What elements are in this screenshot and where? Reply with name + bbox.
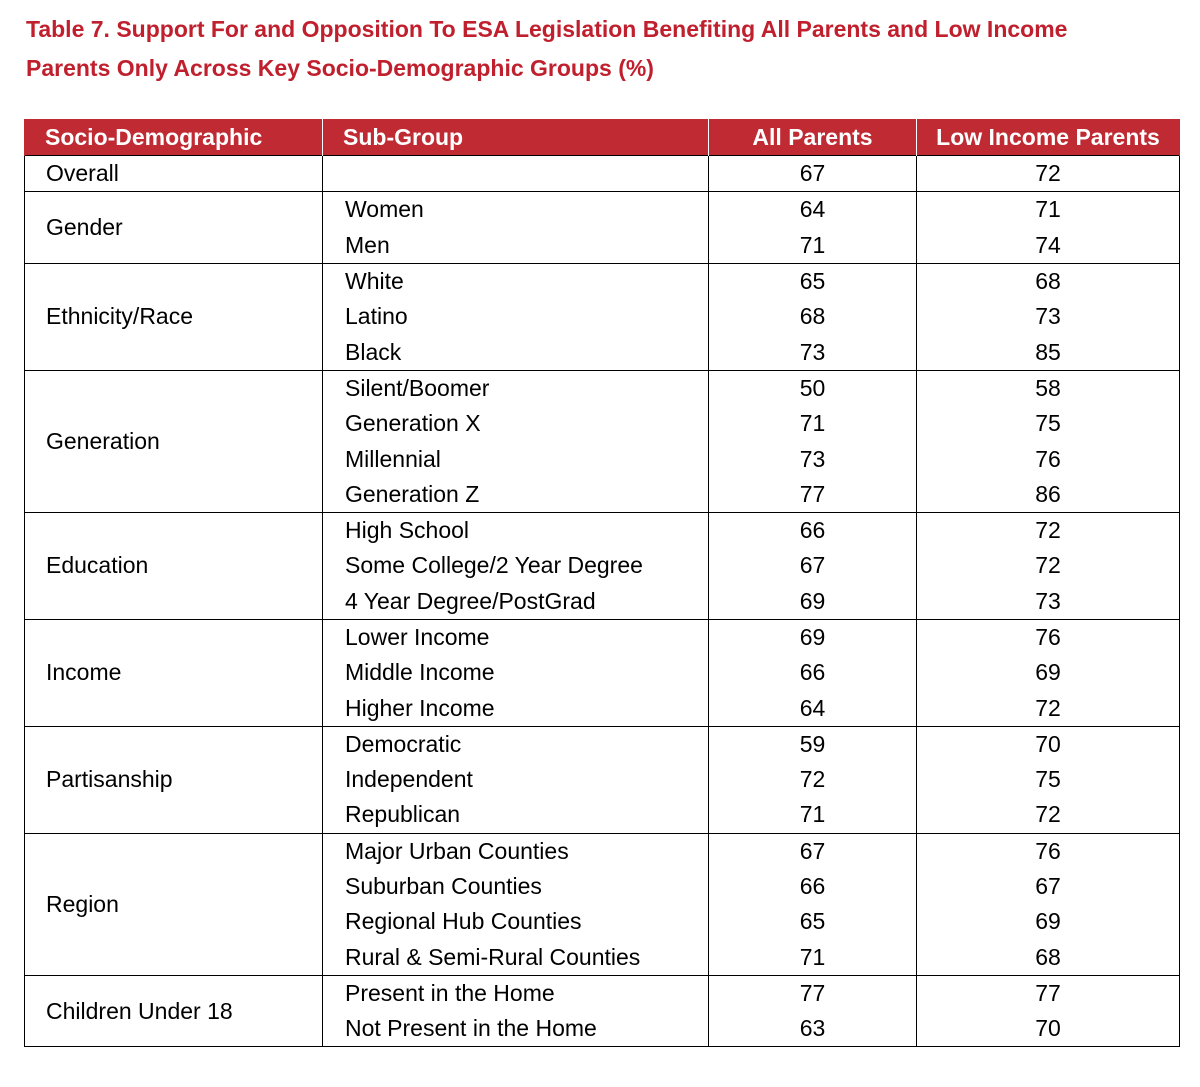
all-parents-cell: 66 xyxy=(709,512,917,548)
low-income-parents-cell: 68 xyxy=(917,940,1180,976)
group-cell: Ethnicity/Race xyxy=(25,263,323,370)
table-body xyxy=(25,156,1180,1047)
subgroup-cell: Republican xyxy=(323,797,709,833)
group-cell: Gender xyxy=(25,192,323,264)
subgroup-cell: Some College/2 Year Degree xyxy=(323,548,709,583)
low-income-parents-cell: 76 xyxy=(917,441,1180,476)
low-income-parents-cell: 76 xyxy=(917,619,1180,655)
all-parents-cell: 69 xyxy=(709,584,917,620)
low-income-parents-cell: 72 xyxy=(917,156,1180,192)
subgroup-cell: Middle Income xyxy=(323,655,709,690)
subgroup-cell: Millennial xyxy=(323,441,709,476)
group-cell: Education xyxy=(25,512,323,619)
all-parents-cell: 71 xyxy=(709,940,917,976)
all-parents-cell: 71 xyxy=(709,797,917,833)
all-parents-cell: 64 xyxy=(709,192,917,228)
subgroup-cell: Suburban Counties xyxy=(323,869,709,904)
low-income-parents-cell: 75 xyxy=(917,406,1180,441)
low-income-parents-cell: 76 xyxy=(917,833,1180,869)
subgroup-cell: High School xyxy=(323,512,709,548)
all-parents-cell: 77 xyxy=(709,975,917,1011)
all-parents-cell: 66 xyxy=(709,869,917,904)
table-row xyxy=(25,833,1180,869)
low-income-parents-cell: 69 xyxy=(917,655,1180,690)
all-parents-cell: 71 xyxy=(709,228,917,264)
caption-line-1: Table 7. Support For and Opposition To ESA Legislation Benefiting All Parents and Low Income xyxy=(26,16,1068,42)
subgroup-cell: Independent xyxy=(323,762,709,797)
header-all-parents: All Parents xyxy=(709,119,917,156)
subgroup-cell: Rural & Semi-Rural Counties xyxy=(323,940,709,976)
low-income-parents-cell: 75 xyxy=(917,762,1180,797)
all-parents-cell: 67 xyxy=(709,156,917,192)
header-socio-demographic: Socio-Demographic xyxy=(25,119,323,156)
all-parents-cell: 71 xyxy=(709,406,917,441)
subgroup-cell: Women xyxy=(323,192,709,228)
header-sub-group: Sub-Group xyxy=(323,119,709,156)
esa-support-table xyxy=(24,119,1180,1047)
table-caption xyxy=(26,10,1176,88)
subgroup-cell: Democratic xyxy=(323,726,709,762)
all-parents-cell: 73 xyxy=(709,441,917,476)
low-income-parents-cell: 69 xyxy=(917,904,1180,939)
table-header xyxy=(25,119,1180,156)
group-cell: Income xyxy=(25,619,323,726)
table-row xyxy=(25,263,1180,299)
table-row xyxy=(25,192,1180,228)
all-parents-cell: 65 xyxy=(709,904,917,939)
low-income-parents-cell: 73 xyxy=(917,299,1180,334)
group-cell: Children Under 18 xyxy=(25,975,323,1047)
subgroup-cell: Not Present in the Home xyxy=(323,1011,709,1047)
subgroup-cell: Present in the Home xyxy=(323,975,709,1011)
low-income-parents-cell: 68 xyxy=(917,263,1180,299)
low-income-parents-cell: 86 xyxy=(917,477,1180,513)
low-income-parents-cell: 73 xyxy=(917,584,1180,620)
low-income-parents-cell: 72 xyxy=(917,512,1180,548)
table-row xyxy=(25,370,1180,406)
caption-line-2: Parents Only Across Key Socio-Demographic Groups (%) xyxy=(26,55,654,81)
subgroup-cell: Black xyxy=(323,334,709,370)
group-cell: Partisanship xyxy=(25,726,323,833)
table-row xyxy=(25,975,1180,1011)
all-parents-cell: 63 xyxy=(709,1011,917,1047)
all-parents-cell: 73 xyxy=(709,334,917,370)
subgroup-cell: 4 Year Degree/PostGrad xyxy=(323,584,709,620)
low-income-parents-cell: 85 xyxy=(917,334,1180,370)
all-parents-cell: 65 xyxy=(709,263,917,299)
all-parents-cell: 69 xyxy=(709,619,917,655)
header-row xyxy=(25,119,1180,156)
subgroup-cell: Men xyxy=(323,228,709,264)
subgroup-cell: Major Urban Counties xyxy=(323,833,709,869)
subgroup-cell: Latino xyxy=(323,299,709,334)
table-row xyxy=(25,619,1180,655)
table-row xyxy=(25,512,1180,548)
all-parents-cell: 77 xyxy=(709,477,917,513)
all-parents-cell: 59 xyxy=(709,726,917,762)
all-parents-cell: 64 xyxy=(709,690,917,726)
all-parents-cell: 66 xyxy=(709,655,917,690)
all-parents-cell: 67 xyxy=(709,833,917,869)
low-income-parents-cell: 70 xyxy=(917,726,1180,762)
low-income-parents-cell: 72 xyxy=(917,548,1180,583)
low-income-parents-cell: 71 xyxy=(917,192,1180,228)
low-income-parents-cell: 72 xyxy=(917,797,1180,833)
group-cell: Overall xyxy=(25,156,323,192)
subgroup-cell: Higher Income xyxy=(323,690,709,726)
subgroup-cell: Silent/Boomer xyxy=(323,370,709,406)
table-row xyxy=(25,726,1180,762)
all-parents-cell: 68 xyxy=(709,299,917,334)
low-income-parents-cell: 67 xyxy=(917,869,1180,904)
low-income-parents-cell: 74 xyxy=(917,228,1180,264)
subgroup-cell: Regional Hub Counties xyxy=(323,904,709,939)
subgroup-cell xyxy=(323,156,709,192)
subgroup-cell: Generation Z xyxy=(323,477,709,513)
header-low-income-parents: Low Income Parents xyxy=(917,119,1180,156)
subgroup-cell: White xyxy=(323,263,709,299)
subgroup-cell: Lower Income xyxy=(323,619,709,655)
low-income-parents-cell: 77 xyxy=(917,975,1180,1011)
subgroup-cell: Generation X xyxy=(323,406,709,441)
low-income-parents-cell: 58 xyxy=(917,370,1180,406)
all-parents-cell: 50 xyxy=(709,370,917,406)
group-cell: Generation xyxy=(25,370,323,512)
group-cell: Region xyxy=(25,833,323,975)
all-parents-cell: 72 xyxy=(709,762,917,797)
low-income-parents-cell: 72 xyxy=(917,690,1180,726)
low-income-parents-cell: 70 xyxy=(917,1011,1180,1047)
table-row xyxy=(25,156,1180,192)
all-parents-cell: 67 xyxy=(709,548,917,583)
